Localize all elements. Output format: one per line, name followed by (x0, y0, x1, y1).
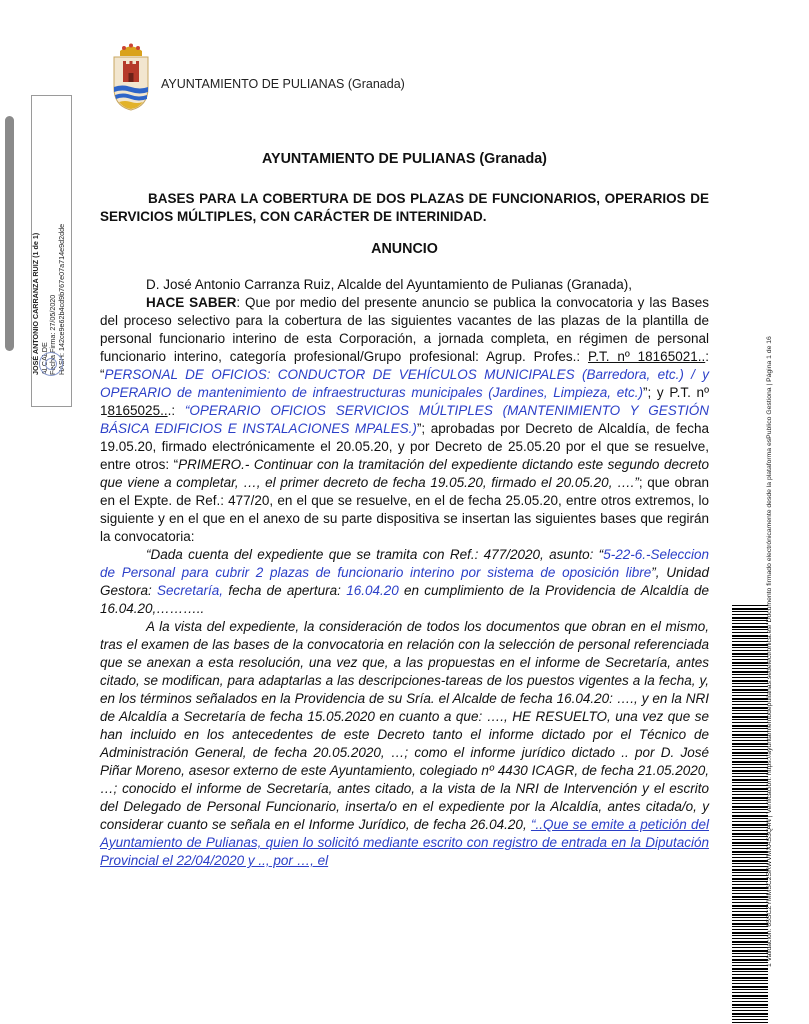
paragraph-intro: D. José Antonio Carranza Ruiz, Alcalde del Ayuntamiento de Pulianas (Granada), (146, 277, 633, 292)
fecha-apertura: 16.04.20 (346, 583, 399, 598)
document-title: AYUNTAMIENTO DE PULIANAS (Granada) (262, 151, 547, 167)
pt-code-2: 8165025.. (107, 403, 168, 418)
coat-of-arms-logo (110, 42, 152, 112)
pt-code-1: P.T. nº 18165021.. (588, 349, 706, 364)
verification-text: 1 Validación: 65SCZYMMSC2SRWVMXAS3Q4N | Verificación: https://ayuntamientodepulianas.sedelectronica.es/ Documento firmado electrónicamente desde la plataforma esPublico Gestiona | Página 1 de 16 (766, 336, 773, 967)
text-run: en cumplimiento de la Providencia de Alcaldía de 16.04.20,……….. (100, 583, 709, 616)
text-run: : Que por medio del presente anuncio se publica la convocatoria y las Bases del proceso selectivo para la cobertura de las siguientes vacantes de las plazas de la plantilla de personal funcionario interino de esta Corporación, a jornada completa, en régimen de personal funcionario interino, categoría profesional/Grupo profesional: Agrup. Profes.: (100, 295, 709, 364)
text-run: “Dada cuenta del expediente que se tramita con Ref.: 477/2020, asunto: “ (146, 547, 604, 562)
document-body (100, 150, 709, 870)
document-subject: BASES PARA LA COBERTURA DE DOS PLAZAS DE FUNCIONARIOS, OPERARIOS DE SERVICIOS MÚLTIPLES, CON CARÁCTER DE INTERINIDAD. (100, 191, 709, 224)
unidad-gestora: Secretaría, (157, 583, 224, 598)
informe-quote: “..Que se emite a petición del Ayuntamiento de Pulianas, quien lo solicitó mediante escrito con registro de entrada en la Diputación Provincial el 22/04/2020 y .., por …, el (100, 817, 710, 868)
decree-quote: PRIMERO.- Continuar con la tramitación del expediente dictando este segundo decreto que viene a completar, …, el primer decreto de fecha 19.05.20, firmado el 20.05.20, ….” (100, 457, 710, 490)
signer-role: ALCALDE (39, 342, 49, 375)
text-run: ”; y P.T. nº 1 (100, 385, 709, 418)
signature-text (32, 95, 70, 375)
signature-date: Fecha Firma: 27/05/2020 (48, 294, 58, 375)
paragraph-resolucion (100, 618, 709, 870)
position-name-2: “OPERARIO OFICIOS SERVICIOS MÚLTIPLES (MANTENIMIENTO Y GESTIÓN BÁSICA EDIFICIOS E INSTALACIONES MPALES.) (100, 403, 709, 436)
header-org-name: AYUNTAMIENTO DE PULIANAS (Granada) (161, 77, 405, 91)
document-heading: ANUNCIO (371, 241, 438, 257)
text-run: ; que obran en el Expte. de Ref.: 477/20, en el que se resuelve, en el de fecha 25.05.20, entre otros extremos, lo siguiente y en el que en el anexo de su parte dispositiva se insertan las siguientes bases que regirán la convocatoria: (100, 475, 709, 544)
barcode-icon (732, 605, 768, 1023)
signer-name: JOSÉ ANTONIO CARRANZA RUIZ (1 de 1) (31, 232, 40, 375)
signature-seal-icon (39, 352, 63, 376)
text-run: ”; aprobadas por Decreto de Alcaldía, de fecha 19.05.20, firmado electrónicamente el 20.05.20, y por Decreto de 25.05.20 por el que se resuelve, entre otros: “ (100, 421, 709, 472)
text-run: fecha de apertura: (223, 583, 347, 598)
paragraph-hace-saber (100, 294, 709, 546)
position-name-1: PERSONAL DE OFICIOS: CONDUCTOR DE VEHÍCULOS MUNICIPALES (Barredora, etc.) / y OPERARIO de mantenimiento de infraestructuras municipales (Jardines, Limpieza, etc.) (100, 367, 709, 400)
signature-hash: HASH: 142ce9e62b4cd9b767e07a714e9d2dde (56, 223, 66, 375)
hace-saber-label: HACE SABER (146, 295, 237, 310)
text-run: .: (167, 403, 185, 418)
text-run: ”, Unidad Gestora: (100, 565, 709, 598)
text-run: : “ (100, 349, 709, 382)
expediente-subject: 5-22-6.-Seleccion de Personal para cubrir 2 plazas de funcionario interino por sistema de oposición libre (100, 547, 709, 580)
paragraph-dada-cuenta (100, 546, 709, 618)
text-run: A la vista del expediente, la consideración de todos los documentos que obran en el mismo, tras el examen de las bases de la convocatoria en relación con la selección de personal referenciada que se anexan a esta resolución, una vez que, a las propuestas en el informe de Secretaría, antes citado, se modifican, para adaptarlas a las descripciones-tareas de los puestos vigentes a la fecha, y, en los términos señalados en la Providencia de su Sría. el Alcalde de fecha 16.04.20: …., y en la NRI de Alcaldía a Secretaría de fecha 15.05.2020 en cuanto a que: …., HE RESUELTO, una vez que se han incluido en los antecedentes de este Decreto tanto el informe dictado por el Técnico de Administración General, de fecha 20.05.2020, …; como el informe jurídico dictado .. por D. José Piñar Moreno, asesor externo de este Ayuntamiento, colegiado nº 4430 ICAGR, de fecha 21.05.2020, …; conocido el informe de Secretaría, antes citado, a la vista de la NRI de Intervención y el escrito del Delegado de Personal Funcionario, inserta/o en el expediente por la Alcaldía, antes citada/o, y considerar cuanto se señala en el Informe Jurídico, de fecha 26.04.20, (100, 619, 709, 832)
signature-box (31, 95, 72, 407)
window-scrollbar[interactable] (5, 116, 14, 351)
